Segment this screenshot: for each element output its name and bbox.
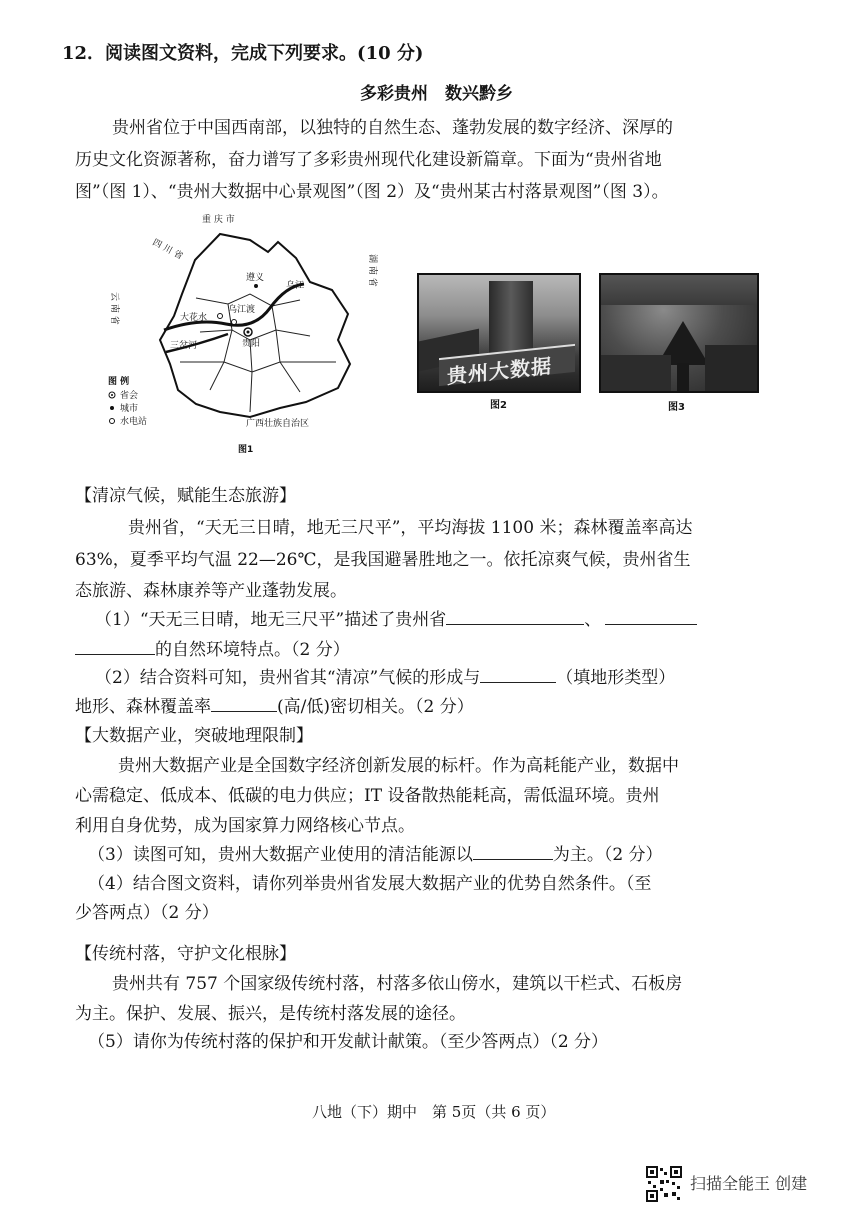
- question-4-cont: 少答两点）（2 分）: [75, 903, 219, 923]
- intro-line: 历史文化资源著称，奋力谱写了多彩贵州现代化建设新篇章。下面为“贵州省地: [75, 150, 662, 170]
- answer-blank[interactable]: [473, 841, 553, 860]
- zunyi-marker: [254, 284, 258, 288]
- map-label-hunan: 湖 南 省: [367, 254, 377, 287]
- station-symbol: [110, 419, 115, 424]
- map-label-chongqing: 重 庆 市: [202, 215, 235, 225]
- map-label-wujiang: 乌江: [286, 281, 305, 291]
- question-2: （2）结合资料可知，贵州省其“清凉”气候的形成与 （填地形类型）: [95, 664, 675, 692]
- qr-code-icon: [646, 1166, 682, 1202]
- map-label-zunyi: 遵义: [246, 273, 265, 283]
- section-body-line: 为主。保护、发展、振兴，是传统村落发展的途径。: [75, 1004, 466, 1024]
- map-label-sanchahe: 三岔河: [170, 341, 198, 351]
- question-3: （3）读图可知，贵州大数据产业使用的清洁能源以 为主。（2 分）: [88, 841, 663, 869]
- section-body-line: 贵州共有 757 个国家级传统村落，村落多依山傍水，建筑以干栏式、石板房: [112, 974, 683, 994]
- section-heading: 【清凉气候，赋能生态旅游】: [75, 486, 296, 506]
- intro-line: 贵州省位于中国西南部，以独特的自然生态、蓬勃发展的数字经济、深厚的: [112, 118, 673, 138]
- section-body-line: 贵州大数据产业是全国数字经济创新发展的标杆。作为高耗能产业，数据中: [118, 756, 679, 776]
- map-label-wujiangdu: 乌江渡: [228, 305, 256, 315]
- station-marker: [232, 320, 237, 325]
- ancient-village-photo: [599, 273, 759, 393]
- section-body-line: 态旅游、森林康养等产业蓬勃发展。: [75, 581, 347, 601]
- question-1: （1）“天无三日晴，地无三尺平”描述了贵州省 、: [95, 606, 697, 634]
- answer-blank[interactable]: [211, 693, 277, 712]
- question-title: 12．阅读图文资料，完成下列要求。(10 分): [62, 43, 424, 64]
- figure-1-caption: 图1: [238, 445, 254, 455]
- map-label-dahuashui: 大花水: [180, 313, 208, 323]
- photo-sign-text: 贵州大数据: [447, 353, 552, 389]
- figure-3-caption: 图3: [668, 402, 685, 413]
- station-marker: [218, 314, 223, 319]
- answer-blank[interactable]: [480, 664, 556, 683]
- city-symbol: [110, 406, 114, 410]
- map-label-guiyang: 贵阳: [242, 339, 261, 349]
- question-2-cont: 地形、森林覆盖率 (高/低)密切相关。（2 分）: [75, 693, 474, 721]
- map-legend: [108, 375, 147, 427]
- question-1-cont: 的自然环境特点。（2 分）: [75, 636, 350, 664]
- map-label-sichuan: 四 川 省: [150, 237, 185, 263]
- answer-blank[interactable]: [605, 606, 697, 625]
- section-body-line: 心需稳定、低成本、低碳的电力供应；IT 设备散热能耗高，需低温环境。贵州: [75, 786, 660, 806]
- figure-2-caption: 图2: [490, 400, 507, 411]
- answer-blank[interactable]: [75, 636, 155, 655]
- section-heading: 【传统村落，守护文化根脉】: [75, 944, 296, 964]
- svg-text:图 例: 图 例: [108, 377, 130, 387]
- intro-line: 图”（图 1）、“贵州大数据中心景观图”（图 2）及“贵州某古村落景观图”（图 3）。: [75, 182, 669, 202]
- svg-text:城市: 城市: [120, 404, 139, 414]
- big-data-center-photo: [417, 273, 581, 393]
- answer-blank[interactable]: [446, 606, 584, 625]
- section-body-line: 贵州省，“天无三日晴，地无三尺平”，平均海拔 1100 米；森林覆盖率高达: [128, 518, 693, 538]
- passage-subtitle: 多彩贵州 数兴黔乡: [360, 84, 513, 104]
- guizhou-map: [100, 212, 395, 458]
- section-heading: 【大数据产业，突破地理限制】: [75, 726, 313, 746]
- section-body-line: 利用自身优势，成为国家算力网络核心节点。: [75, 816, 415, 836]
- province-outline: [160, 234, 350, 417]
- question-4: （4）结合图文资料，请你列举贵州省发展大数据产业的优势自然条件。（至: [88, 874, 652, 894]
- section-body-line: 63%，夏季平均气温 22—26℃，是我国避暑胜地之一。依托凉爽气候，贵州省生: [75, 550, 691, 570]
- svg-text:水电站: 水电站: [120, 417, 148, 427]
- scanner-watermark: 扫描全能王 创建: [690, 1174, 808, 1193]
- question-5: （5）请你为传统村落的保护和开发献计献策。（至少答两点）（2 分）: [88, 1032, 609, 1052]
- map-label-guangxi: 广西壮族自治区: [246, 419, 310, 429]
- page-footer: 八地（下）期中 第 5页（共 6 页）: [312, 1103, 556, 1121]
- map-label-yunnan: 云 南 省: [109, 292, 119, 325]
- svg-text:省会: 省会: [120, 391, 139, 401]
